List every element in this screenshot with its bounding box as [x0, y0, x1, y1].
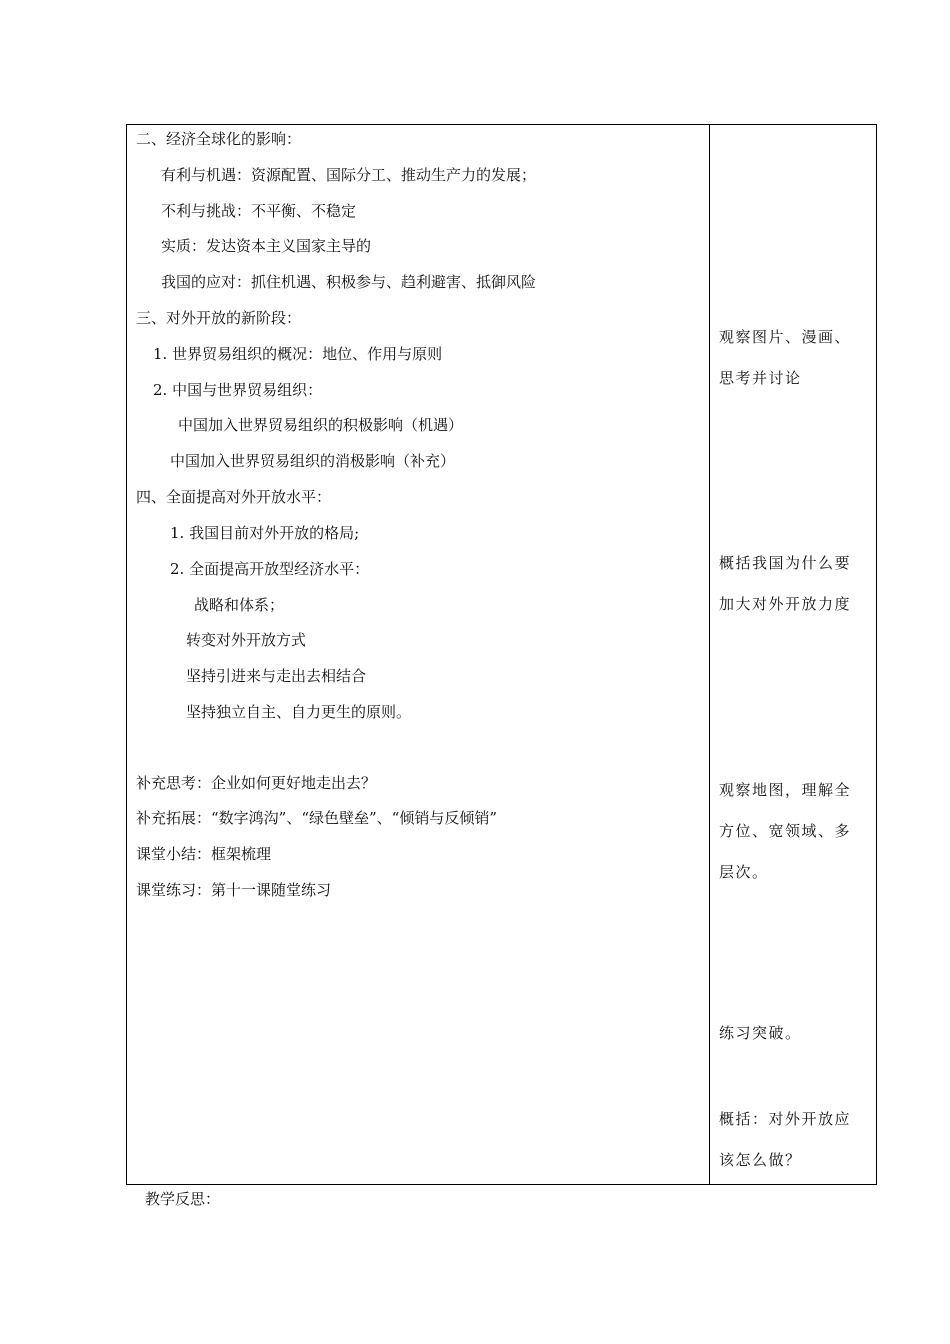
side-note: 概括我国为什么要	[719, 554, 852, 572]
side-note: 思考并讨论	[719, 369, 802, 387]
text-line: 战略和体系；	[194, 596, 285, 614]
text-line: 坚持独立自主、自力更生的原则。	[186, 703, 412, 721]
text-line: 实质：发达资本主义国家主导的	[161, 237, 372, 255]
numbered-item: 2. 中国与世界贸易组织：	[153, 381, 323, 399]
text-line: 有利与机遇：资源配置、国际分工、推动生产力的发展；	[161, 166, 537, 184]
numbered-item: 1. 我国目前对外开放的格局;	[170, 524, 360, 542]
text-line: 中国加入世界贸易组织的消极影响（补充）	[170, 452, 456, 470]
side-note: 该怎么做？	[719, 1151, 802, 1169]
text-line: 中国加入世界贸易组织的积极影响（机遇）	[178, 416, 464, 434]
section-heading-4: 四、全面提高对外开放水平：	[136, 488, 332, 506]
text-line: 坚持引进来与走出去相结合	[186, 667, 367, 685]
teaching-reflection-label: 教学反思：	[145, 1190, 221, 1208]
section-heading-3: 三、对外开放的新阶段：	[136, 309, 302, 327]
side-note: 练习突破。	[719, 1024, 802, 1042]
supplement-think: 补充思考：企业如何更好地走出去？	[136, 774, 377, 792]
class-summary: 课堂小结：框架梳理	[136, 845, 272, 863]
side-note: 观察图片、漫画、	[719, 328, 852, 346]
side-note: 方位、宽领域、多	[719, 822, 852, 840]
column-divider	[709, 124, 710, 1185]
numbered-item: 1. 世界贸易组织的概况：地位、作用与原则	[153, 345, 443, 363]
class-exercise: 课堂练习：第十一课随堂练习	[136, 881, 332, 899]
side-note: 加大对外开放力度	[719, 595, 852, 613]
section-heading-2: 二、经济全球化的影响：	[136, 130, 302, 148]
side-note: 概括：对外开放应	[719, 1110, 852, 1128]
supplement-extend: 补充拓展：“数字鸿沟”、“绿色壁垒”、“倾销与反倾销”	[136, 809, 498, 827]
text-line: 我国的应对：抓住机遇、积极参与、趋利避害、抵御风险	[161, 273, 537, 291]
side-note: 观察地图，理解全	[719, 781, 852, 799]
numbered-item: 2. 全面提高开放型经济水平：	[170, 560, 370, 578]
side-note: 层次。	[719, 863, 769, 881]
text-line: 转变对外开放方式	[186, 631, 307, 649]
text-line: 不利与挑战：不平衡、不稳定	[161, 202, 357, 220]
